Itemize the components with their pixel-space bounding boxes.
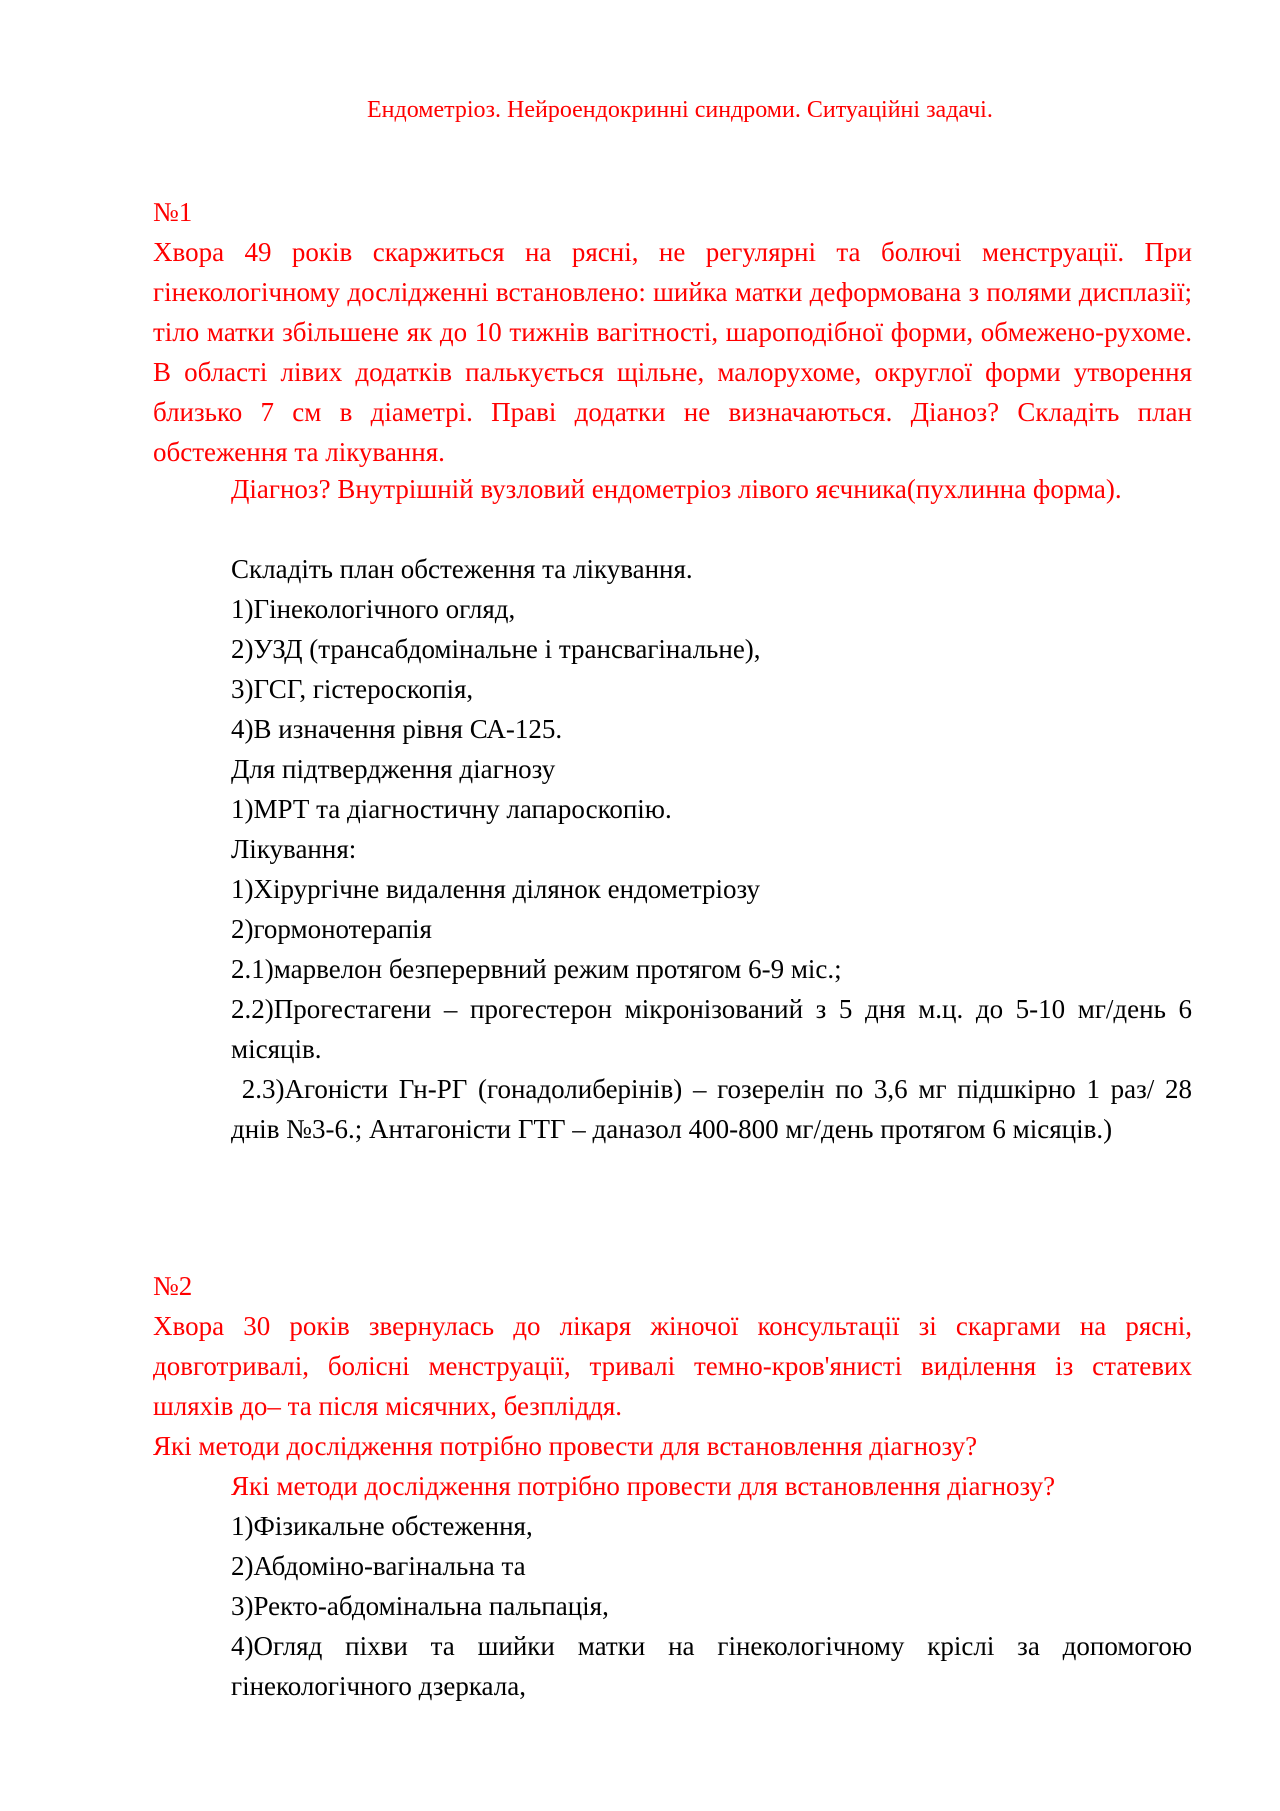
task1-number: №1 xyxy=(153,197,193,227)
list-item: 2)гормонотерапія xyxy=(231,914,432,944)
list-item: 3)ГСГ, гістероскопія, xyxy=(231,674,474,704)
task2-question: Які методи дослідження потрібно провести для встановлення діагнозу? xyxy=(153,1431,978,1461)
task2-number: №2 xyxy=(153,1271,193,1301)
list-item: 1)Хірургічне видалення ділянок ендометріозу xyxy=(231,874,761,904)
list-item: 2)Абдоміно-вагінальна та xyxy=(231,1551,526,1581)
task2-answer-block xyxy=(231,1466,1192,1706)
task1-plan-heading: Складіть план обстеження та лікування. xyxy=(231,554,693,584)
list-item: 4)Огляд піхви та шийки матки на гінекологічному кріслі за допомогою гінекологічного дзеркала, xyxy=(231,1631,1192,1701)
list-item: 2)УЗД (трансабдомінальне і трансвагінальне), xyxy=(231,634,761,664)
list-item: 1)Фізикальне обстеження, xyxy=(231,1511,533,1541)
list-item: 4)В изначення рівня СА-125. xyxy=(231,714,563,744)
task2-header-block xyxy=(153,1266,1192,1466)
task1-diagnosis: Діагноз? Внутрішній вузловий ендометріоз лівого яєчника(пухлинна форма). xyxy=(231,474,1122,504)
list-item: 3)Ректо-абдомінальна пальпація, xyxy=(231,1591,609,1621)
list-item: 2.2)Прогестагени – прогестерон мікронізований з 5 дня м.ц. до 5-10 мг/день 6 місяців. xyxy=(231,994,1192,1064)
task1-answer-block xyxy=(231,469,1199,1149)
list-item: 1)МРТ та діагностичну лапароскопію. xyxy=(231,794,672,824)
task1-case-text: Хвора 49 років скаржиться на рясні, не регулярні та болючі менструації. При гінекологічному дослідженні встановлено: шийка матки деформована з полями дисплазії; тіло матки збільшене як до 10 тижнів вагітності, шароподібної форми, обмежено-рухоме. В області лівих додатків палькується щільне, малорухоме, округлої форми утворення близько 7 см в діаметрі. Праві додатки не визначаються. Діаноз? Складіть план обстеження та лікування. xyxy=(153,237,1192,467)
list-item: 2.3)Агоністи Гн-РГ (гонадолиберінів) – гозерелін по 3,6 мг підшкірно 1 раз/ 28 днів №3-6.; Антагоністи ГТГ – даназол 400-800 мг/день протягом 6 місяців.) xyxy=(231,1074,1199,1144)
list-item: 2.1)марвелон безперервний режим протягом 6-9 міс.; xyxy=(231,954,842,984)
task2-answer-heading: Які методи дослідження потрібно провести для встановлення діагнозу? xyxy=(231,1471,1056,1501)
task1-confirm-heading: Для підтвердження діагнозу xyxy=(231,754,556,784)
task2-case-text: Хвора 30 років звернулась до лікаря жіночої консультації зі скаргами на рясні, довготривалі, болісні менструації, тривалі темно-кров'янисті виділення із статевих шляхів до– та після місячних, безпліддя. xyxy=(153,1311,1192,1421)
task1-header-block xyxy=(153,192,1192,472)
document-title: Ендометріоз. Нейроендокринні синдроми. Ситуаційні задачі. xyxy=(367,97,993,123)
task1-treatment-heading: Лікування: xyxy=(231,834,357,864)
spacer xyxy=(231,509,1192,549)
list-item: 1)Гінекологічного огляд, xyxy=(231,594,516,624)
